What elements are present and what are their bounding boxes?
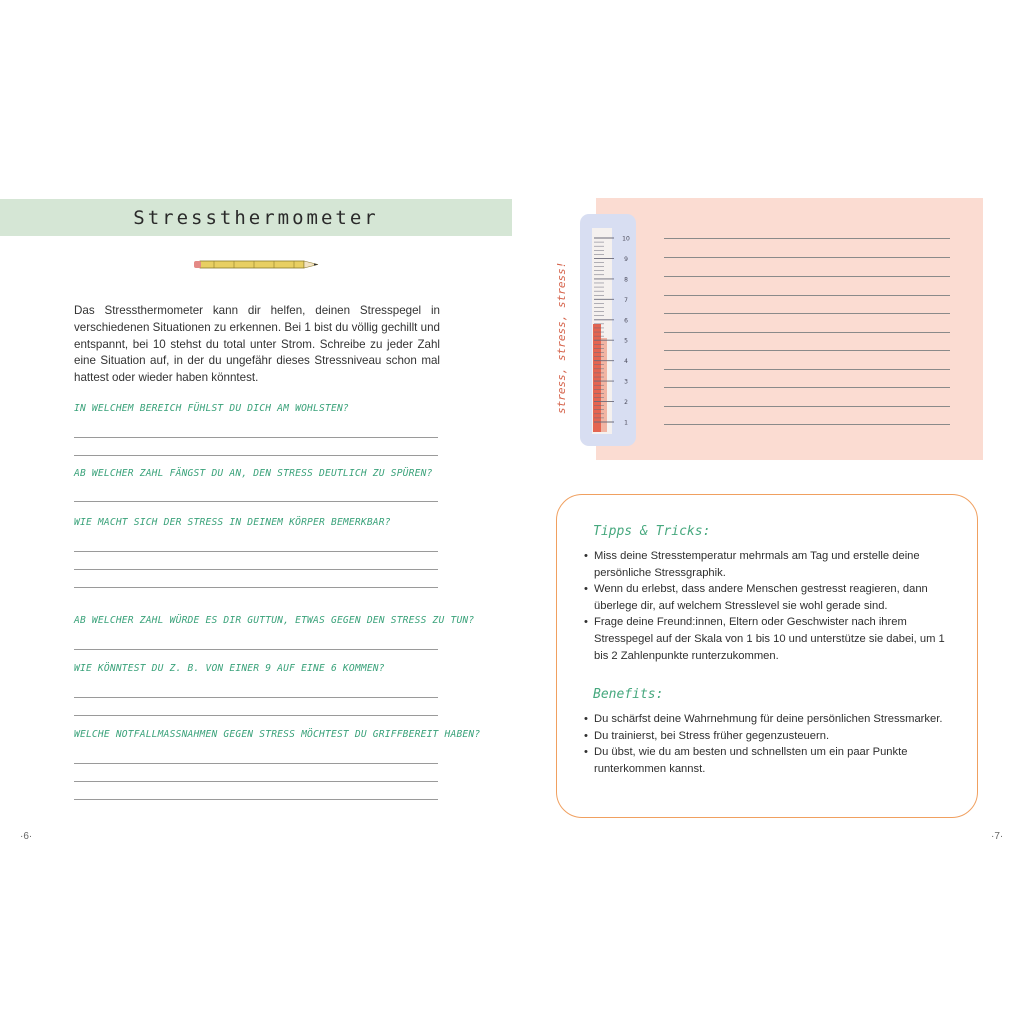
thermometer-scale-label: 8 xyxy=(624,276,628,284)
writing-line[interactable] xyxy=(664,276,950,277)
page-title: Stressthermometer xyxy=(133,206,379,229)
answer-line[interactable] xyxy=(74,715,438,716)
tips-list xyxy=(584,548,954,664)
answer-line[interactable] xyxy=(74,455,438,456)
tips-item: • Miss deine Stresstemperatur mehrmals am Tag und erstelle deine persönliche Stressgraphik. xyxy=(584,548,954,581)
answer-line[interactable] xyxy=(74,551,438,552)
page-number-left: ·6· xyxy=(20,831,33,842)
answer-line[interactable] xyxy=(74,763,438,764)
stress-vertical-label xyxy=(548,244,574,414)
writing-line[interactable] xyxy=(664,332,950,333)
writing-line[interactable] xyxy=(664,369,950,370)
writing-line[interactable] xyxy=(664,295,950,296)
intro-paragraph: Das Stressthermometer kann dir helfen, deinen Stresspegel in verschiedenen Situationen zu erkennen. Bei 1 bist du völlig gechillt und entspannt, bei 10 stehst du total unter Strom. Schreibe zu jeder Zahl eine Situation auf, in der du ungefähr dieses Stressniveau schon mal hattest oder wieder haben könntest. xyxy=(74,304,440,385)
tips-item: • Wenn du erlebst, dass andere Menschen gestresst reagieren, dann überlege dir, auf welchem Stresslevel sie wohl gerade sind. xyxy=(584,581,954,614)
tips-heading: Tipps & Tricks: xyxy=(593,524,711,539)
writing-line[interactable] xyxy=(664,238,950,239)
benefits-item: • Du übst, wie du am besten und schnellsten um ein paar Punkte runterkommen kannst. xyxy=(584,744,959,777)
thermometer-icon xyxy=(580,214,636,446)
benefits-item: • Du schärfst deine Wahrnehmung für deine persönlichen Stressmarker. xyxy=(584,711,959,728)
thermometer-scale-label: 5 xyxy=(624,337,628,345)
question-5: WIE KÖNNTEST DU Z. B. VON EINER 9 AUF EINE 6 KOMMEN? xyxy=(74,663,385,674)
answer-line[interactable] xyxy=(74,437,438,438)
writing-line[interactable] xyxy=(664,387,950,388)
thermometer-scale-label: 7 xyxy=(624,296,628,304)
answer-line[interactable] xyxy=(74,501,438,502)
answer-line[interactable] xyxy=(74,569,438,570)
benefits-list xyxy=(584,711,959,777)
writing-line[interactable] xyxy=(664,424,950,425)
benefits-item: • Du trainierst, bei Stress früher gegenzusteuern. xyxy=(584,728,959,745)
stress-vertical-text: stress, stress, stress! xyxy=(555,261,568,414)
thermometer-scale-label: 1 xyxy=(624,419,628,427)
writing-line[interactable] xyxy=(664,350,950,351)
thermometer-scale-label: 10 xyxy=(622,235,630,243)
thermometer-scale-label: 4 xyxy=(624,358,628,366)
benefits-heading: Benefits: xyxy=(593,687,664,702)
answer-line[interactable] xyxy=(74,587,438,588)
writing-line[interactable] xyxy=(664,313,950,314)
tips-item: • Frage deine Freund:innen, Eltern oder Geschwister nach ihrem Stresspegel auf der Skala von 1 bis 10 und unterstütze sie dabei, um 1 bis 2 Zahlenpunkte runterzukommen. xyxy=(584,614,954,664)
thermometer-scale-label: 6 xyxy=(624,317,628,325)
answer-line[interactable] xyxy=(74,781,438,782)
writing-line[interactable] xyxy=(664,406,950,407)
question-6: WELCHE NOTFALLMASSNAHMEN GEGEN STRESS MÖCHTEST DU GRIFFBEREIT HABEN? xyxy=(74,729,481,740)
answer-line[interactable] xyxy=(74,799,438,800)
question-2: AB WELCHER ZAHL FÄNGST DU AN, DEN STRESS DEUTLICH ZU SPÜREN? xyxy=(74,468,433,479)
question-1: IN WELCHEM BEREICH FÜHLST DU DICH AM WOHLSTEN? xyxy=(74,403,349,414)
thermometer-scale-label: 9 xyxy=(624,255,628,263)
question-3: WIE MACHT SICH DER STRESS IN DEINEM KÖRPER BEMERKBAR? xyxy=(74,517,391,528)
answer-line[interactable] xyxy=(74,697,438,698)
pencil-icon xyxy=(194,256,324,274)
page-number-right: ·7· xyxy=(991,831,1004,842)
answer-line[interactable] xyxy=(74,649,438,650)
writing-line[interactable] xyxy=(664,257,950,258)
question-4: AB WELCHER ZAHL WÜRDE ES DIR GUTTUN, ETWAS GEGEN DEN STRESS ZU TUN? xyxy=(74,615,475,626)
thermometer-scale-label: 2 xyxy=(624,399,628,407)
thermometer-scale-label: 3 xyxy=(624,378,628,386)
